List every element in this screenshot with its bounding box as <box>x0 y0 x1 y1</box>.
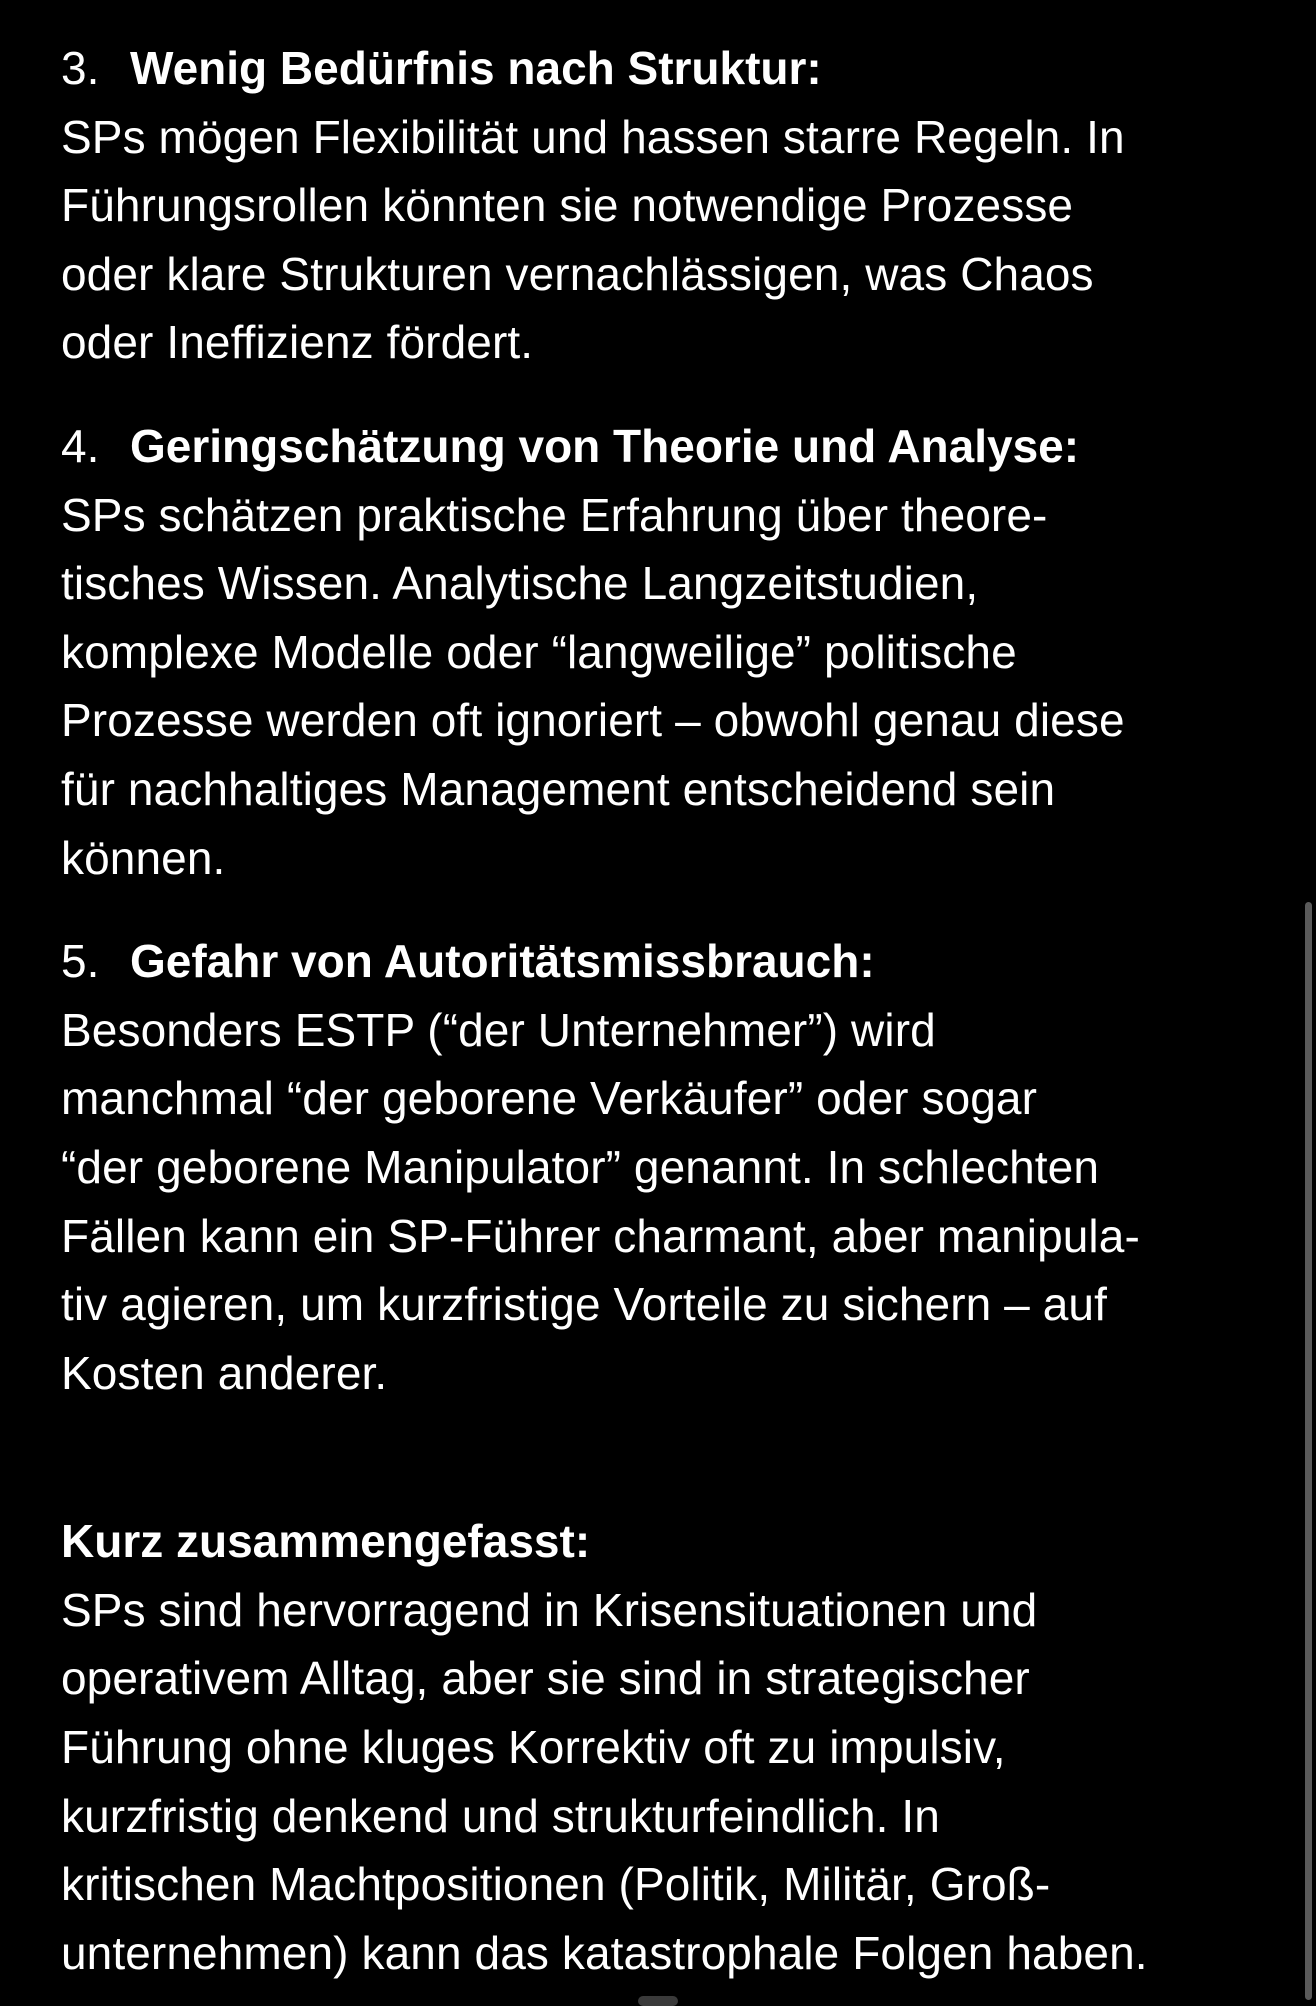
home-indicator[interactable] <box>638 1996 678 2006</box>
list-item-heading <box>61 34 1291 103</box>
paragraph-line: tisches Wissen. Analytische Langzeitstudien, <box>61 557 979 610</box>
list-item-number: 5. <box>61 935 100 988</box>
paragraph-line: manchmal “der geborene Verkäufer” oder sogar <box>61 1072 1038 1125</box>
paragraph-line: Kosten anderer. <box>61 1346 388 1399</box>
scrollbar[interactable] <box>1305 902 1312 2000</box>
summary-section <box>61 1507 1291 1987</box>
list-item-heading <box>61 927 1291 996</box>
paragraph-line: “der geborene Manipulator” genannt. In schlechten <box>61 1140 1100 1193</box>
paragraph-line: kurzfristig denkend und strukturfeindlich. In <box>61 1789 940 1842</box>
paragraph-line: oder Ineffizienz fördert. <box>61 316 534 369</box>
paragraph-line: Führungsrollen könnten sie notwendige Prozesse <box>61 179 1074 232</box>
message-content <box>61 34 1291 1987</box>
paragraph-line: SPs schätzen praktische Erfahrung über theore- <box>61 488 1048 541</box>
paragraph-line: operativem Alltag, aber sie sind in strategischer <box>61 1652 1030 1705</box>
paragraph-line: können. <box>61 831 226 884</box>
list-item-title: Geringschätzung von Theorie und Analyse: <box>130 419 1080 472</box>
list-item-3 <box>61 34 1291 377</box>
list-item-title: Gefahr von Autoritätsmissbrauch: <box>130 935 875 988</box>
paragraph-line: unternehmen) kann das katastrophale Folgen haben. <box>61 1926 1148 1979</box>
list-item-title: Wenig Bedürfnis nach Struktur: <box>130 42 822 94</box>
paragraph-line: komplexe Modelle oder “langweilige” politische <box>61 625 1017 678</box>
list-item-number: 4. <box>61 419 100 472</box>
paragraph-line: Prozesse werden oft ignoriert – obwohl genau diese <box>61 694 1125 747</box>
list-item-5 <box>61 927 1291 1407</box>
paragraph-line: Führung ohne kluges Korrektiv oft zu impulsiv, <box>61 1721 1006 1774</box>
paragraph-line: SPs mögen Flexibilität und hassen starre Regeln. In <box>61 110 1125 163</box>
list-item-number: 3. <box>61 42 100 94</box>
list-item-heading <box>61 412 1291 481</box>
paragraph-line: Fällen kann ein SP-Führer charmant, aber manipula- <box>61 1209 1140 1262</box>
list-item-4 <box>61 412 1291 892</box>
paragraph-line: oder klare Strukturen vernachlässigen, was Chaos <box>61 247 1094 300</box>
paragraph-line: für nachhaltiges Management entscheidend sein <box>61 762 1056 815</box>
summary-title: Kurz zusammengefasst: <box>61 1515 591 1568</box>
paragraph-line: SPs sind hervorragend in Krisensituationen und <box>61 1583 1038 1636</box>
paragraph-line: tiv agieren, um kurzfristige Vorteile zu sichern – auf <box>61 1278 1107 1331</box>
paragraph-line: Besonders ESTP (“der Unternehmer”) wird <box>61 1003 936 1056</box>
paragraph-line: kritischen Machtpositionen (Politik, Militär, Groß- <box>61 1858 1051 1911</box>
